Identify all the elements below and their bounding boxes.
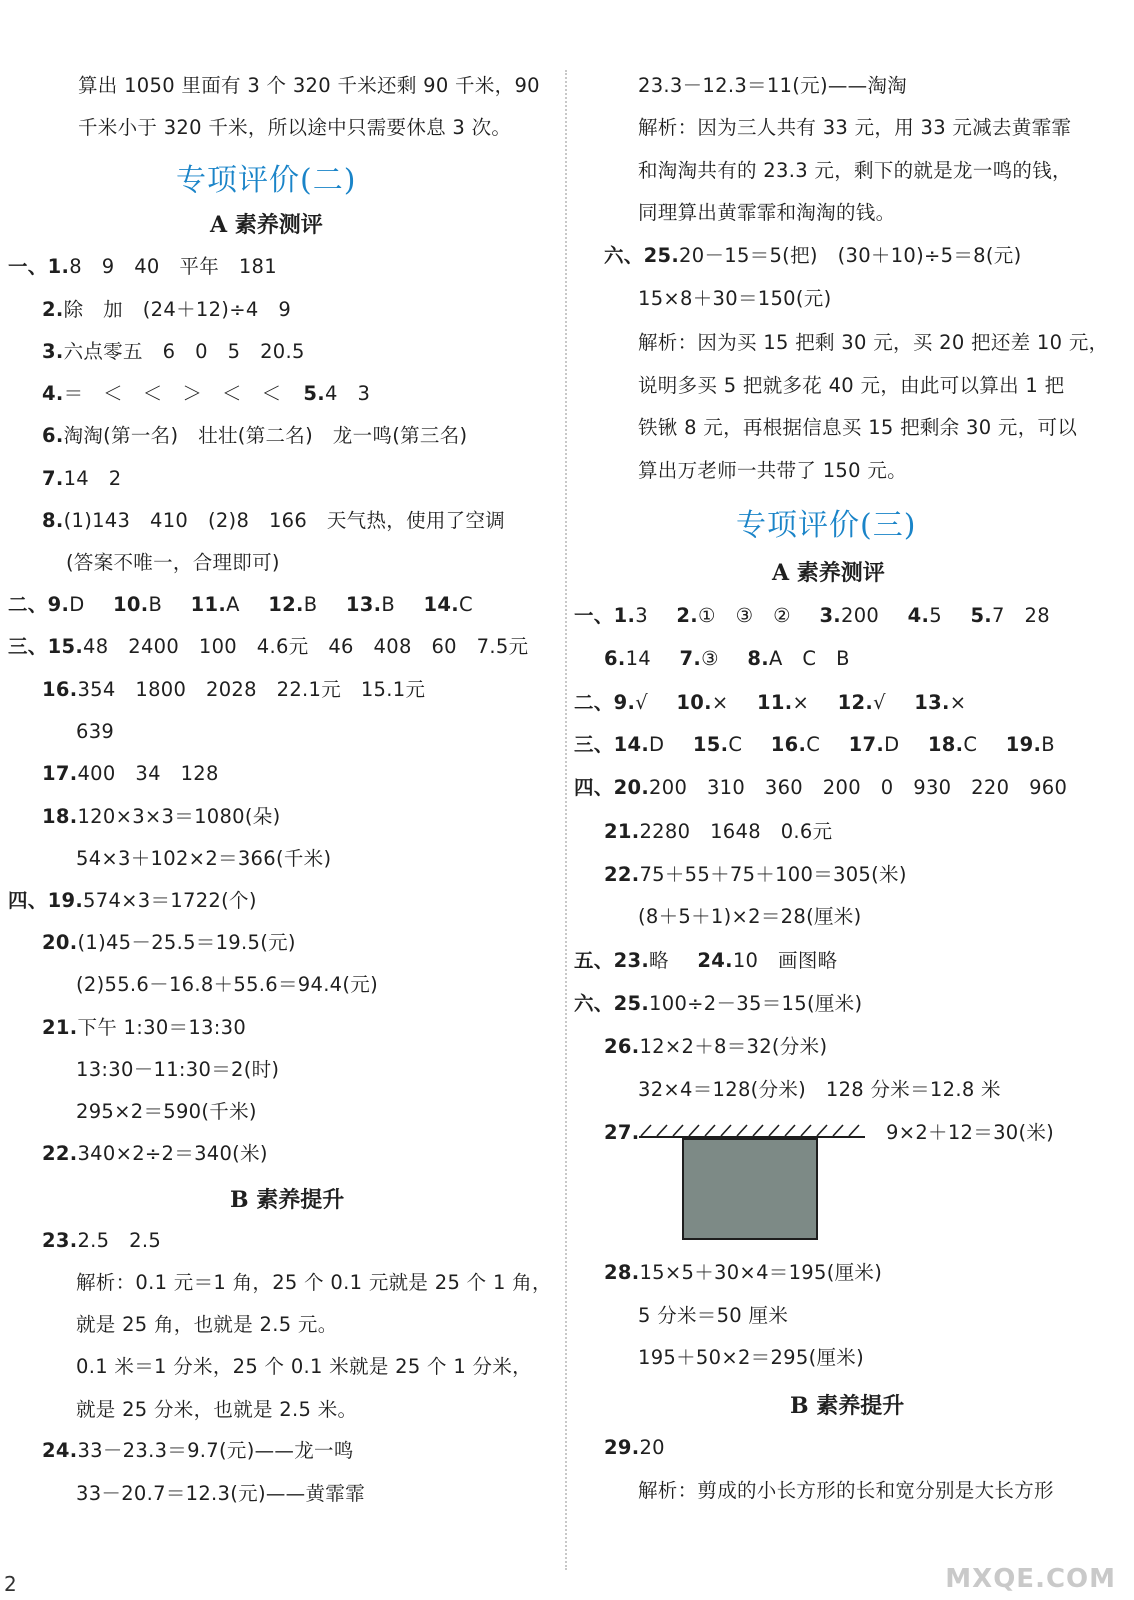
subheading-a: A 素养测评 (210, 212, 323, 238)
answer-number: 6. (42, 424, 64, 447)
answer-text: × (711, 691, 729, 714)
answer-number: 二、9. (8, 593, 70, 616)
answer-text: 340×2÷2＝340(米) (77, 1142, 268, 1165)
page-number: 2 (4, 1572, 17, 1596)
answer-number: 15. (692, 733, 729, 756)
answer-number: 五、23. (574, 949, 650, 972)
column-divider (565, 70, 567, 1570)
answer-number: 一、1. (574, 604, 636, 627)
answer-text: C (806, 733, 821, 756)
answer-number: 22. (42, 1142, 78, 1165)
answer-number: 3. (819, 604, 842, 627)
text-line: 千米小于 320 千米，所以途中只需要休息 3 次。 (78, 116, 512, 139)
answer-text: 195＋50×2＝295(厘米) (638, 1346, 865, 1369)
answer-text: 33－23.3＝9.7(元)——龙一鸣 (77, 1439, 354, 1462)
analysis-text: 解析：剪成的小长方形的长和宽分别是大长方形 (638, 1479, 1054, 1502)
answer-number: 24. (697, 949, 733, 972)
answer-text: (答案不唯一，合理即可) (66, 551, 280, 574)
answer-number: 10. (113, 593, 149, 616)
answer-number: 12. (837, 691, 874, 714)
subheading-b: B 素养提升 (790, 1393, 905, 1419)
analysis-text: 和淘淘共有的 23.3 元，剩下的就是龙一鸣的钱， (638, 159, 1072, 182)
answer-text: 4 3 (324, 382, 371, 405)
answer-number: 4. (907, 604, 930, 627)
answer-text: 354 1800 2028 22.1元 15.1元 (77, 678, 426, 701)
answer-number: 三、15. (8, 635, 84, 658)
analysis-text: 就是 25 分米，也就是 2.5 米。 (76, 1398, 358, 1421)
answer-text: 33－20.7＝12.3(元)——黄霏霏 (76, 1482, 365, 1505)
answer-text: 3 (635, 604, 648, 627)
answer-text: B (303, 593, 318, 616)
answer-number: 28. (604, 1261, 640, 1284)
answer-text: 13:30－11:30＝2(时) (76, 1058, 280, 1081)
answer-text: 10 画图略 (732, 949, 838, 972)
answer-number: 26. (604, 1035, 640, 1058)
answer-number: 7. (679, 647, 702, 670)
answer-text: A C B (768, 647, 850, 670)
answer-number: 14. (423, 593, 459, 616)
answer-number: 23. (42, 1229, 78, 1252)
answer-number: 17. (42, 762, 78, 785)
answer-text: 8 9 40 平年 181 (69, 255, 277, 278)
answer-text: 48 2400 100 4.6元 46 408 60 7.5元 (83, 635, 529, 658)
analysis-text: 解析：因为买 15 把剩 30 元，买 20 把还差 10 元， (638, 331, 1109, 354)
answer-number: 二、9. (574, 691, 636, 714)
answer-number: 21. (604, 820, 640, 843)
answer-text: 12×2＋8＝32(分米) (639, 1035, 828, 1058)
answer-text: √ (635, 691, 648, 714)
subheading-b: B 素养提升 (230, 1187, 345, 1213)
section-title-3: 专项评价(三) (736, 508, 917, 543)
section-title-2: 专项评价(二) (176, 163, 357, 198)
answer-number: 13. (345, 593, 382, 616)
answer-text: × (949, 691, 967, 714)
answer-text: 5 (929, 604, 942, 627)
answer-number: 一、1. (8, 255, 70, 278)
answer-text: 2280 1648 0.6元 (639, 820, 833, 843)
answer-number: 六、25. (604, 244, 680, 267)
answer-text: 54×3＋102×2＝366(千米) (76, 847, 332, 870)
answer-number: 29. (604, 1436, 640, 1459)
answer-text: × (792, 691, 810, 714)
answer-number: 8. (42, 509, 64, 532)
answer-text: B (1041, 733, 1055, 756)
answer-number: 10. (676, 691, 712, 714)
answer-text: 100÷2－35＝15(厘米) (649, 992, 863, 1015)
answer-text: 200 310 360 200 0 930 220 960 (649, 776, 1068, 799)
analysis-text: 算出万老师一共带了 150 元。 (638, 459, 907, 482)
answer-text: D (69, 593, 85, 616)
text-line: 算出 1050 里面有 3 个 320 千米还剩 90 千米，90 (78, 74, 540, 97)
answer-number: 18. (42, 805, 78, 828)
answer-text: ③ (701, 647, 719, 670)
analysis-text: 0.1 米＝1 分米，25 个 0.1 米就是 25 个 1 分米， (76, 1355, 532, 1378)
answer-text: 15×8＋30＝150(元) (638, 287, 832, 310)
answer-number: 12. (268, 593, 304, 616)
answer-text: B (381, 593, 396, 616)
answer-text: D (884, 733, 900, 756)
answer-number: 四、19. (8, 889, 84, 912)
answer-text: 200 (841, 604, 880, 627)
answer-text: 14 (625, 647, 651, 670)
answer-text: 15×5＋30×4＝195(厘米) (639, 1261, 883, 1284)
answer-text: (1)143 410 (2)8 166 天气热，使用了空调 (63, 509, 506, 532)
answer-text: B (148, 593, 163, 616)
answer-text: 20 (639, 1436, 665, 1459)
answer-number: 3. (42, 340, 64, 363)
analysis-text: 解析：0.1 元＝1 角，25 个 0.1 元就是 25 个 1 角， (76, 1271, 552, 1294)
wall-hatch-figure (639, 1124, 865, 1138)
answer-text: 75＋55＋75＋100＝305(米) (639, 863, 907, 886)
answer-number: 8. (747, 647, 769, 670)
answer-text: D (649, 733, 665, 756)
answer-text: √ (873, 691, 886, 714)
answer-number: 18. (927, 733, 964, 756)
analysis-text: 铁锹 8 元，再根据信息买 15 把剩余 30 元，可以 (638, 416, 1078, 439)
answer-text: 下午 1:30＝13:30 (77, 1016, 247, 1039)
answer-text: 574×3＝1722(个) (83, 889, 257, 912)
answer-number: 20. (42, 931, 78, 954)
answer-text: 9×2＋12＝30(米) (886, 1121, 1055, 1144)
answer-number: 11. (190, 593, 227, 616)
answer-number: 7. (42, 467, 64, 490)
answer-text: 120×3×3＝1080(朵) (77, 805, 281, 828)
subheading-a: A 素养测评 (772, 560, 885, 586)
answer-number: 21. (42, 1016, 78, 1039)
answer-text: (8＋5＋1)×2＝28(厘米) (638, 905, 862, 928)
answer-text: 略 (649, 949, 669, 972)
answer-number: 16. (42, 678, 78, 701)
answer-text: (2)55.6－16.8＋55.6＝94.4(元) (76, 973, 379, 996)
answer-number: 19. (1005, 733, 1042, 756)
answer-text: 14 2 (63, 467, 122, 490)
answer-number: 2. (42, 298, 64, 321)
answer-text: 20－15＝5(把) (30＋10)÷5＝8(元) (679, 244, 1022, 267)
answer-number: 13. (914, 691, 950, 714)
answer-text: ＝ ＜ ＜ ＞ ＜ ＜ (63, 382, 282, 405)
answer-number: 六、25. (574, 992, 650, 1015)
answer-number: 17. (848, 733, 885, 756)
answer-text: C (963, 733, 978, 756)
answer-text: C (728, 733, 743, 756)
answer-number: 2. (676, 604, 698, 627)
answer-text: 2.5 2.5 (77, 1229, 162, 1252)
answer-text: 六点零五 6 0 5 20.5 (63, 340, 305, 363)
answer-number: 4. (42, 382, 64, 405)
answer-text: 淘淘(第一名) 壮壮(第二名) 龙一鸣(第三名) (63, 424, 468, 447)
answer-text: 5 分米＝50 厘米 (638, 1304, 789, 1327)
analysis-text: 解析：因为三人共有 33 元，用 33 元减去黄霏霏 (638, 116, 1072, 139)
answer-text: ① ③ ② (697, 604, 791, 627)
answer-number: 16. (770, 733, 807, 756)
answer-number: 5. (303, 382, 325, 405)
answer-text: 23.3－12.3＝11(元)——淘淘 (638, 74, 908, 97)
answer-text: 7 28 (992, 604, 1050, 627)
answer-number: 6. (604, 647, 626, 670)
analysis-text: 说明多买 5 把就多花 40 元，由此可以算出 1 把 (638, 374, 1065, 397)
rectangle-figure (682, 1138, 818, 1240)
answer-number: 24. (42, 1439, 78, 1462)
analysis-text: 就是 25 角，也就是 2.5 元。 (76, 1313, 338, 1336)
answer-number: 11. (757, 691, 793, 714)
watermark: MXQE.COM (945, 1564, 1116, 1594)
answer-text: 400 34 128 (77, 762, 219, 785)
answer-number: 三、14. (574, 733, 650, 756)
answer-number: 四、20. (574, 776, 650, 799)
answer-text: 32×4＝128(分米) 128 分米＝12.8 米 (638, 1078, 1001, 1101)
answer-number: 5. (970, 604, 993, 627)
answer-text: (1)45－25.5＝19.5(元) (77, 931, 296, 954)
answer-text: 639 (76, 720, 115, 743)
answer-text: 295×2＝590(千米) (76, 1100, 257, 1123)
answer-text: C (458, 593, 473, 616)
answer-number: 22. (604, 863, 640, 886)
answer-text: 除 加 (24＋12)÷4 9 (63, 298, 292, 321)
answer-text: A (226, 593, 240, 616)
answer-number: 27. (604, 1121, 640, 1144)
analysis-text: 同理算出黄霏霏和淘淘的钱。 (638, 201, 896, 224)
